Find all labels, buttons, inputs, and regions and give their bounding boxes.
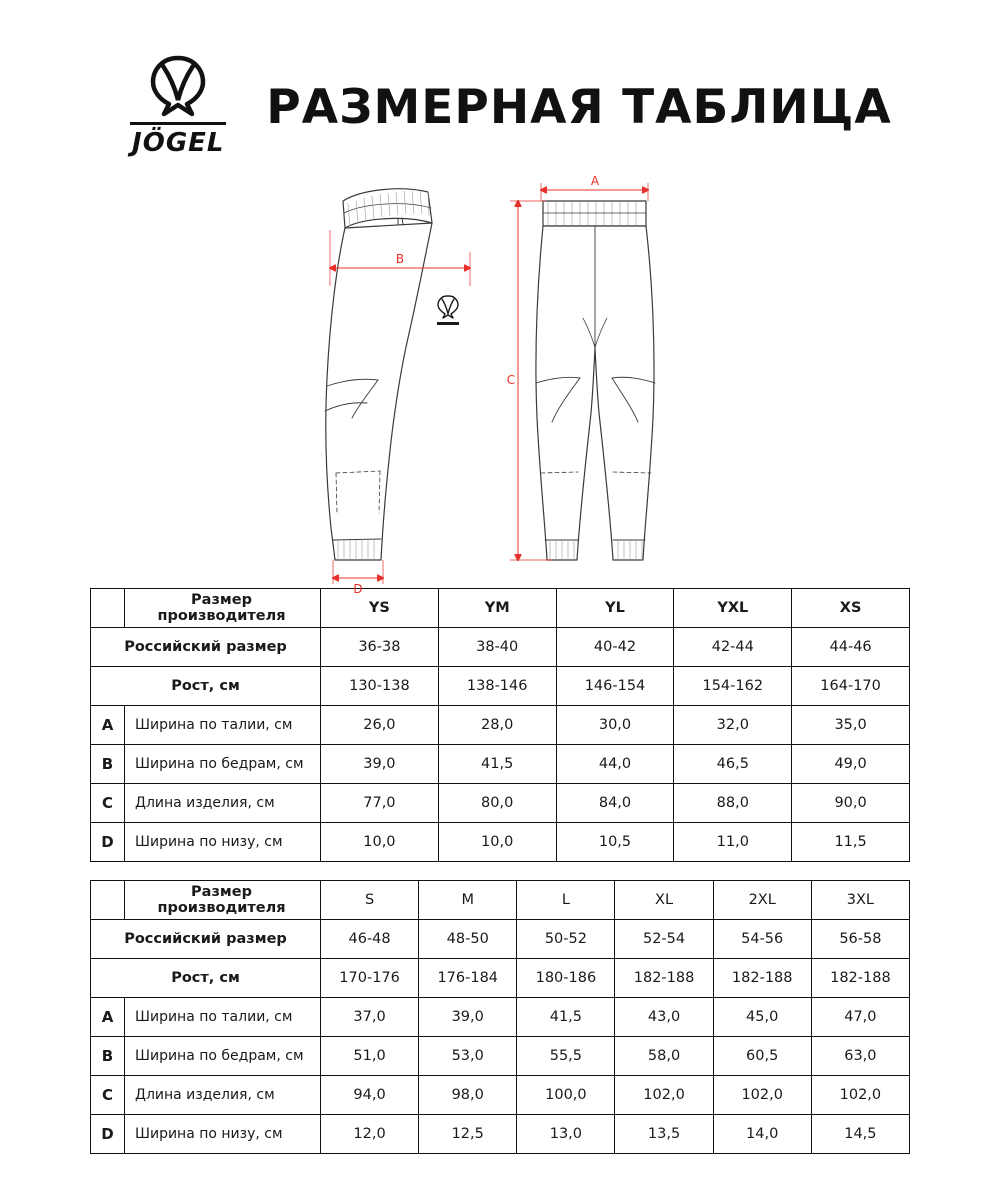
row-label: Российский размер — [91, 628, 321, 667]
cell-value: 11,0 — [674, 823, 792, 862]
cell-value: S — [321, 881, 419, 920]
cell-value: 42-44 — [674, 628, 792, 667]
measure-label-d: D — [353, 582, 363, 596]
cell-value: 102,0 — [713, 1076, 811, 1115]
cell-value: 3XL — [811, 881, 909, 920]
cell-value: 32,0 — [674, 706, 792, 745]
cell-value: 164-170 — [792, 667, 910, 706]
cell-value: 88,0 — [674, 784, 792, 823]
brand-logo — [118, 56, 238, 158]
cell-value: 146-154 — [556, 667, 674, 706]
cell-value: 94,0 — [321, 1076, 419, 1115]
size-tables — [0, 588, 1000, 1154]
cell-value: 13,0 — [517, 1115, 615, 1154]
cell-value: 80,0 — [438, 784, 556, 823]
cell-value: 63,0 — [811, 1037, 909, 1076]
logo-divider — [130, 122, 226, 125]
page-header — [0, 0, 1000, 158]
cell-value: YXL — [674, 589, 792, 628]
table-row — [91, 920, 910, 959]
cell-value: 182-188 — [615, 959, 713, 998]
cell-value: 49,0 — [792, 745, 910, 784]
cell-value: 41,5 — [517, 998, 615, 1037]
cell-value: 58,0 — [615, 1037, 713, 1076]
cell-value: XS — [792, 589, 910, 628]
measure-letter: C — [91, 1076, 125, 1115]
cell-value: 2XL — [713, 881, 811, 920]
cell-value: 10,5 — [556, 823, 674, 862]
cell-value: 28,0 — [438, 706, 556, 745]
cell-value: 180-186 — [517, 959, 615, 998]
pants-measurement-figure — [0, 168, 1000, 596]
row-label: Ширина по талии, см — [125, 998, 321, 1037]
pants-front-view — [536, 201, 655, 560]
row-label: Ширина по бедрам, см — [125, 745, 321, 784]
cell-value: 176-184 — [419, 959, 517, 998]
table-row — [91, 823, 910, 862]
cell-value: 43,0 — [615, 998, 713, 1037]
cell-value: XL — [615, 881, 713, 920]
table-row — [91, 628, 910, 667]
cell-value: 77,0 — [321, 784, 439, 823]
cell-value: 102,0 — [811, 1076, 909, 1115]
cell-value: 10,0 — [321, 823, 439, 862]
cell-value: 51,0 — [321, 1037, 419, 1076]
pants-side-view — [325, 189, 459, 560]
row-label: Ширина по бедрам, см — [125, 1037, 321, 1076]
cell-value: 60,5 — [713, 1037, 811, 1076]
cell-value: 37,0 — [321, 998, 419, 1037]
row-label: Размер производителя — [125, 881, 321, 920]
cell-value: 182-188 — [713, 959, 811, 998]
cell-value: 14,5 — [811, 1115, 909, 1154]
cell-value: 36-38 — [321, 628, 439, 667]
cell-value: 13,5 — [615, 1115, 713, 1154]
jogel-logo-icon — [141, 56, 215, 118]
table-row — [91, 589, 910, 628]
measure-letter: D — [91, 823, 125, 862]
row-label: Размер производителя — [125, 589, 321, 628]
cell-value: 35,0 — [792, 706, 910, 745]
table-row — [91, 998, 910, 1037]
size-table-junior — [90, 588, 910, 862]
cell-value: 46,5 — [674, 745, 792, 784]
table-row — [91, 959, 910, 998]
cell-value: 11,5 — [792, 823, 910, 862]
cell-value: M — [419, 881, 517, 920]
cell-value: 10,0 — [438, 823, 556, 862]
row-label: Ширина по низу, см — [125, 823, 321, 862]
cell-value: 46-48 — [321, 920, 419, 959]
brand-wordmark: JÖGEL — [132, 128, 225, 158]
cell-value: 182-188 — [811, 959, 909, 998]
table-row — [91, 1076, 910, 1115]
measure-letter: A — [91, 998, 125, 1037]
cell-value: 48-50 — [419, 920, 517, 959]
cell-value: 39,0 — [419, 998, 517, 1037]
table-row — [91, 1115, 910, 1154]
cell-value: 154-162 — [674, 667, 792, 706]
row-label: Российский размер — [91, 920, 321, 959]
cell-value: 56-58 — [811, 920, 909, 959]
measure-label-a: A — [590, 174, 600, 188]
size-table-adult — [90, 880, 910, 1154]
cell-value: 98,0 — [419, 1076, 517, 1115]
row-label: Рост, см — [91, 959, 321, 998]
cell-value: 138-146 — [438, 667, 556, 706]
cell-value: 55,5 — [517, 1037, 615, 1076]
measure-letter: B — [91, 1037, 125, 1076]
row-label: Ширина по низу, см — [125, 1115, 321, 1154]
cell-value: 30,0 — [556, 706, 674, 745]
measure-label-b: B — [395, 252, 405, 266]
measure-letter: A — [91, 706, 125, 745]
cell-value: 170-176 — [321, 959, 419, 998]
cell-value: 100,0 — [517, 1076, 615, 1115]
table-row — [91, 745, 910, 784]
cell-value: 38-40 — [438, 628, 556, 667]
row-label: Рост, см — [91, 667, 321, 706]
cell-value: 90,0 — [792, 784, 910, 823]
product-diagram — [0, 168, 1000, 596]
cell-value: 54-56 — [713, 920, 811, 959]
cell-value: 53,0 — [419, 1037, 517, 1076]
measure-letter: D — [91, 1115, 125, 1154]
cell-value: 44,0 — [556, 745, 674, 784]
cell-value: 14,0 — [713, 1115, 811, 1154]
cell-value: L — [517, 881, 615, 920]
row-label: Длина изделия, см — [125, 784, 321, 823]
cell-value: 84,0 — [556, 784, 674, 823]
cell-value: 40-42 — [556, 628, 674, 667]
table-row — [91, 881, 910, 920]
measure-letter: C — [91, 784, 125, 823]
table-row — [91, 706, 910, 745]
row-label: Ширина по талии, см — [125, 706, 321, 745]
cell-value: 102,0 — [615, 1076, 713, 1115]
cell-value: 47,0 — [811, 998, 909, 1037]
row-label: Длина изделия, см — [125, 1076, 321, 1115]
page-title: РАЗМЕРНАЯ ТАБЛИЦА — [266, 79, 892, 135]
cell-value: YL — [556, 589, 674, 628]
cell-value: 12,0 — [321, 1115, 419, 1154]
cell-value: 26,0 — [321, 706, 439, 745]
cell-value: 50-52 — [517, 920, 615, 959]
cell-value: 12,5 — [419, 1115, 517, 1154]
cell-value: 45,0 — [713, 998, 811, 1037]
measure-label-c: C — [506, 373, 516, 387]
cell-value: YS — [321, 589, 439, 628]
table-row — [91, 784, 910, 823]
cell-value: 44-46 — [792, 628, 910, 667]
cell-value: YM — [438, 589, 556, 628]
letter-cell — [91, 881, 125, 920]
cell-value: 130-138 — [321, 667, 439, 706]
cell-value: 52-54 — [615, 920, 713, 959]
cell-value: 39,0 — [321, 745, 439, 784]
table-row — [91, 1037, 910, 1076]
table-row — [91, 667, 910, 706]
letter-cell — [91, 589, 125, 628]
cell-value: 41,5 — [438, 745, 556, 784]
measure-letter: B — [91, 745, 125, 784]
